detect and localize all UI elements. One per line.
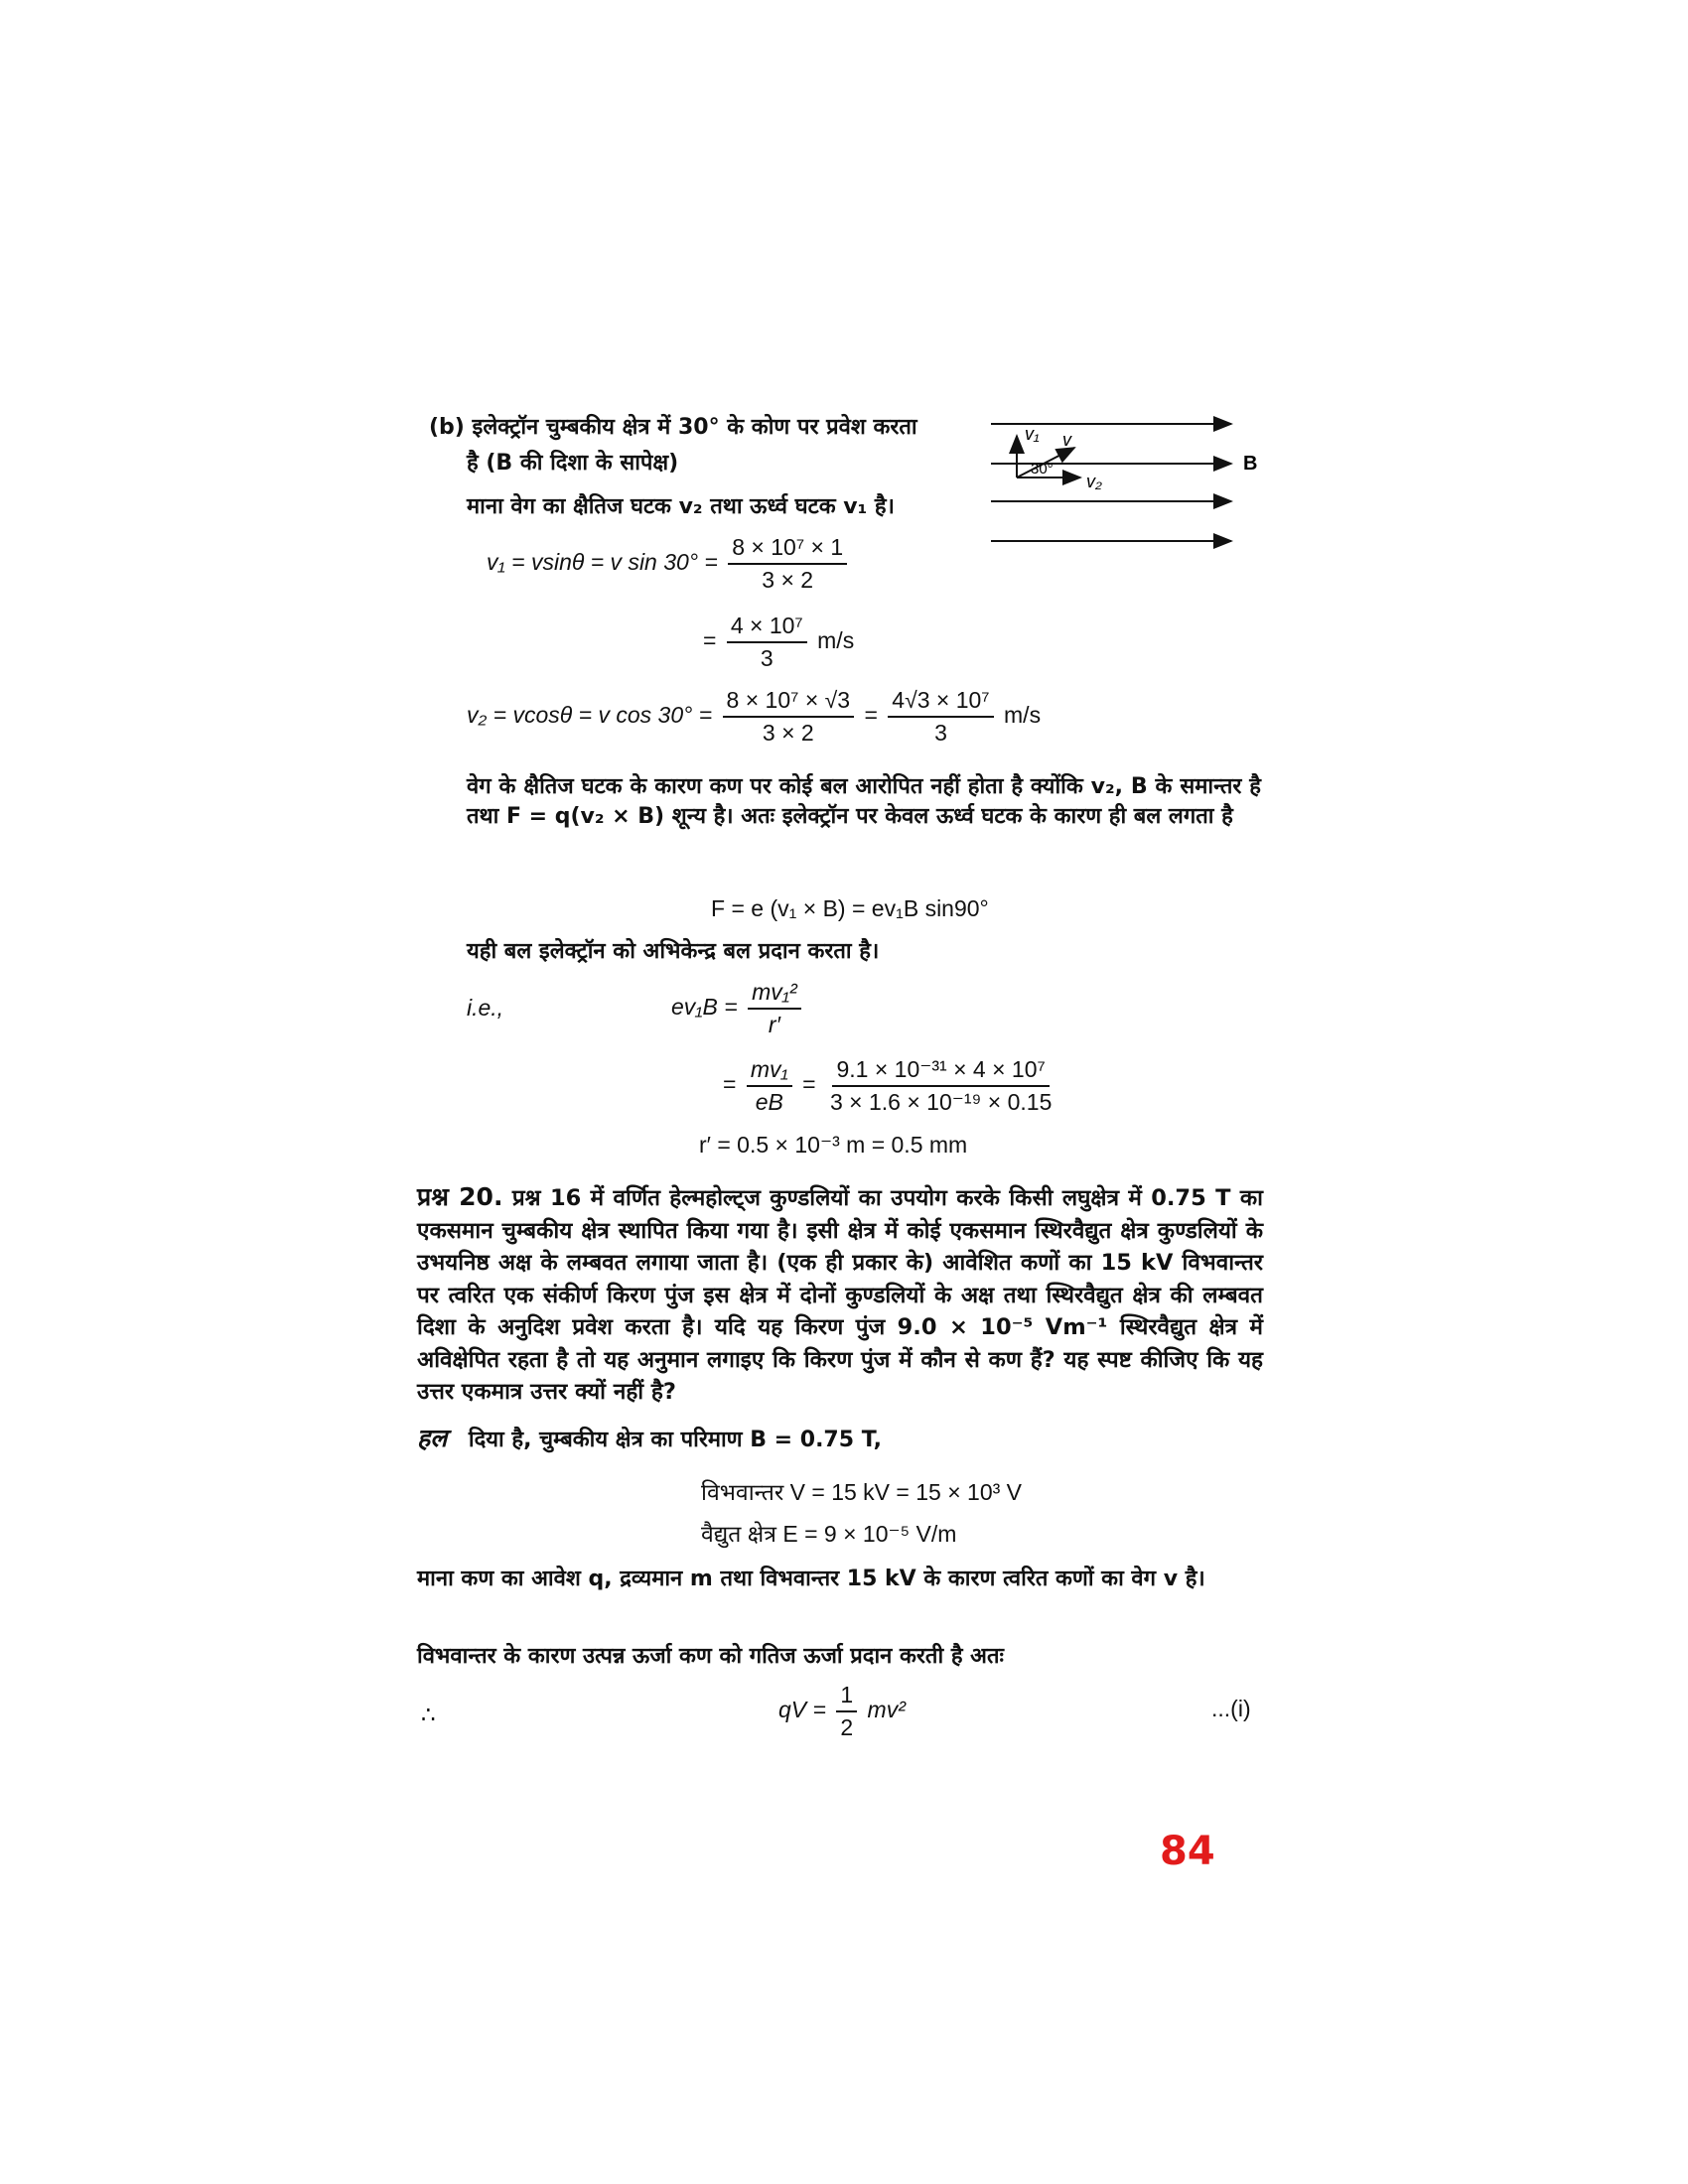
r-fraction-2 (826, 1056, 1055, 1116)
r-fraction-1 (747, 1056, 792, 1116)
v2-equation (467, 687, 1041, 747)
B-label: B (1243, 453, 1258, 475)
r-numerator-1: mv₁ (747, 1056, 792, 1087)
v2-fraction-1 (723, 687, 855, 747)
part-b-line3: माना वेग का क्षैतिज घटक v₂ तथा ऊर्ध्व घटक v₁ है। (467, 494, 895, 519)
v1-equation (487, 534, 851, 594)
v2-numerator-1: 8 × 10⁷ × √3 (723, 687, 855, 718)
r-denominator-1: eB (755, 1089, 783, 1115)
part-b-line2: है (B की दिशा के सापेक्ष) (467, 451, 679, 476)
v1-denominator: 3 × 2 (762, 567, 814, 593)
v2-denominator-2: 3 (934, 720, 947, 746)
r-eq: = (723, 1071, 737, 1098)
ie-fraction (748, 979, 801, 1038)
solution-line1 (417, 1424, 882, 1455)
v2-unit: m/s (1004, 702, 1042, 729)
ie-equation (671, 979, 805, 1038)
page-number: 84 (1160, 1829, 1215, 1874)
solution-label: हल (417, 1424, 448, 1452)
r-numerator-2: 9.1 × 10⁻³¹ × 4 × 10⁷ (832, 1056, 1049, 1087)
v1-value-equation (703, 613, 854, 672)
radius-result: r′ = 0.5 × 10⁻³ m = 0.5 mm (699, 1132, 968, 1158)
v1-numerator: 8 × 10⁷ × 1 (728, 534, 847, 565)
v1-lhs: v₁ = vsinθ = v sin 30° = (487, 549, 718, 576)
energy-equation (778, 1682, 906, 1741)
v1b-fraction (727, 613, 807, 672)
half-denominator: 2 (840, 1714, 854, 1740)
centripetal-statement: यही बल इलेक्ट्रॉन को अभिकेन्द्र बल प्रदान करता है। (467, 939, 880, 964)
v2-numerator-2: 4√3 × 10⁷ (888, 687, 993, 718)
horizontal-component-paragraph: वेग के क्षैतिज घटक के कारण कण पर कोई बल आरोपित नहीं होता है क्योंकि v₂, B के समान्तर है तथा F = q(v₂ × B) शून्य है। अतः इलेक्ट्रॉन पर केवल ऊर्ध्व घटक के कारण ही बल लगता है (467, 774, 1261, 829)
force-equation: F = e (v₁ × B) = ev₁B sin90° (711, 895, 989, 921)
v1-fraction (728, 534, 847, 594)
ie-lhs: ev₁B = (671, 994, 738, 1021)
v1-label: v₁ (1025, 424, 1040, 444)
v2-label: v₂ (1086, 472, 1102, 491)
ie-numerator: mv₁² (748, 979, 801, 1010)
electric-field-equation: वैद्युत क्षेत्र E = 9 × 10⁻⁵ V/m (701, 1521, 957, 1547)
energy-statement: विभवान्तर के कारण उत्पन्न ऊर्जा कण को गतिज ऊर्जा प्रदान करती है अतः (417, 1644, 1004, 1669)
question-20 (417, 1181, 1263, 1409)
ie-denominator: r′ (768, 1012, 780, 1037)
solution-paragraph: माना कण का आवेश q, द्रव्यमान m तथा विभवान्तर 15 kV के कारण त्वरित कणों का वेग v है। (417, 1567, 1205, 1591)
qV-rhs: mv² (867, 1697, 906, 1723)
r-denominator-2: 3 × 1.6 × 10⁻¹⁹ × 0.15 (829, 1089, 1053, 1115)
v1b-eq: = (703, 627, 717, 654)
qV-lhs: qV = (778, 1697, 826, 1723)
v1b-numerator: 4 × 10⁷ (727, 613, 807, 643)
question-20-label: प्रश्न 20. (417, 1182, 503, 1211)
equation-number: ...(i) (1211, 1696, 1251, 1721)
potential-difference-equation: विभवान्तर V = 15 kV = 15 × 10³ V (701, 1479, 1022, 1505)
half-numerator: 1 (836, 1682, 857, 1712)
radius-equation (723, 1056, 1059, 1116)
part-b-line1: (b) इलेक्ट्रॉन चुम्बकीय क्षेत्र में 30° के कोण पर प्रवेश करता (429, 415, 917, 440)
ie-label: i.e., (467, 995, 504, 1021)
question-20-text: प्रश्न 16 में वर्णित हेल्महोल्ट्ज कुण्डलियों का उपयोग करके किसी लघुक्षेत्र में 0.75 T का एकसमान चुम्बकीय क्षेत्र स्थापित किया गया है। इसी क्षेत्र में कोई एकसमान स्थिरवैद्युत क्षेत्र कुण्डलियों के उभयनिष्ठ अक्ष के लम्बवत लगाया जाता है। (एक ही प्रकार के) आवेशित कणों का 15 kV विभवान्तर पर त्वरित एक संकीर्ण किरण पुंज इस क्षेत्र में दोनों कुण्डलियों के अक्ष तथा स्थिरवैद्युत क्षेत्र की लम्बवत दिशा के अनुदिश प्रवेश करता है। यदि यह किरण पुंज 9.0 × 10⁻⁵ Vm⁻¹ स्थिरवैद्युत क्षेत्र में अविक्षेपित रहता है तो यह अनुमान लगाइए कि किरण पुंज में कौन से कण हैं? यह स्पष्ट कीजिए कि यह उत्तर एकमात्र उत्तर क्यों नहीं है? (417, 1185, 1263, 1405)
v2-lhs: v₂ = vcosθ = v cos 30° = (467, 702, 713, 729)
half-fraction (836, 1682, 857, 1741)
v2-fraction-2 (888, 687, 993, 747)
angle-label: 30° (1031, 461, 1054, 478)
v1b-denominator: 3 (760, 645, 774, 671)
solution-given: दिया है, चुम्बकीय क्षेत्र का परिमाण B = 0.75 T, (468, 1428, 882, 1452)
r-eq2: = (802, 1071, 816, 1098)
v2-denominator-1: 3 × 2 (762, 720, 814, 746)
therefore-symbol: ∴ (421, 1702, 436, 1727)
v2-eq: = (864, 702, 878, 729)
v-label: v (1062, 430, 1071, 450)
magnetic-field-diagram (983, 402, 1261, 551)
v1b-unit: m/s (817, 627, 855, 654)
